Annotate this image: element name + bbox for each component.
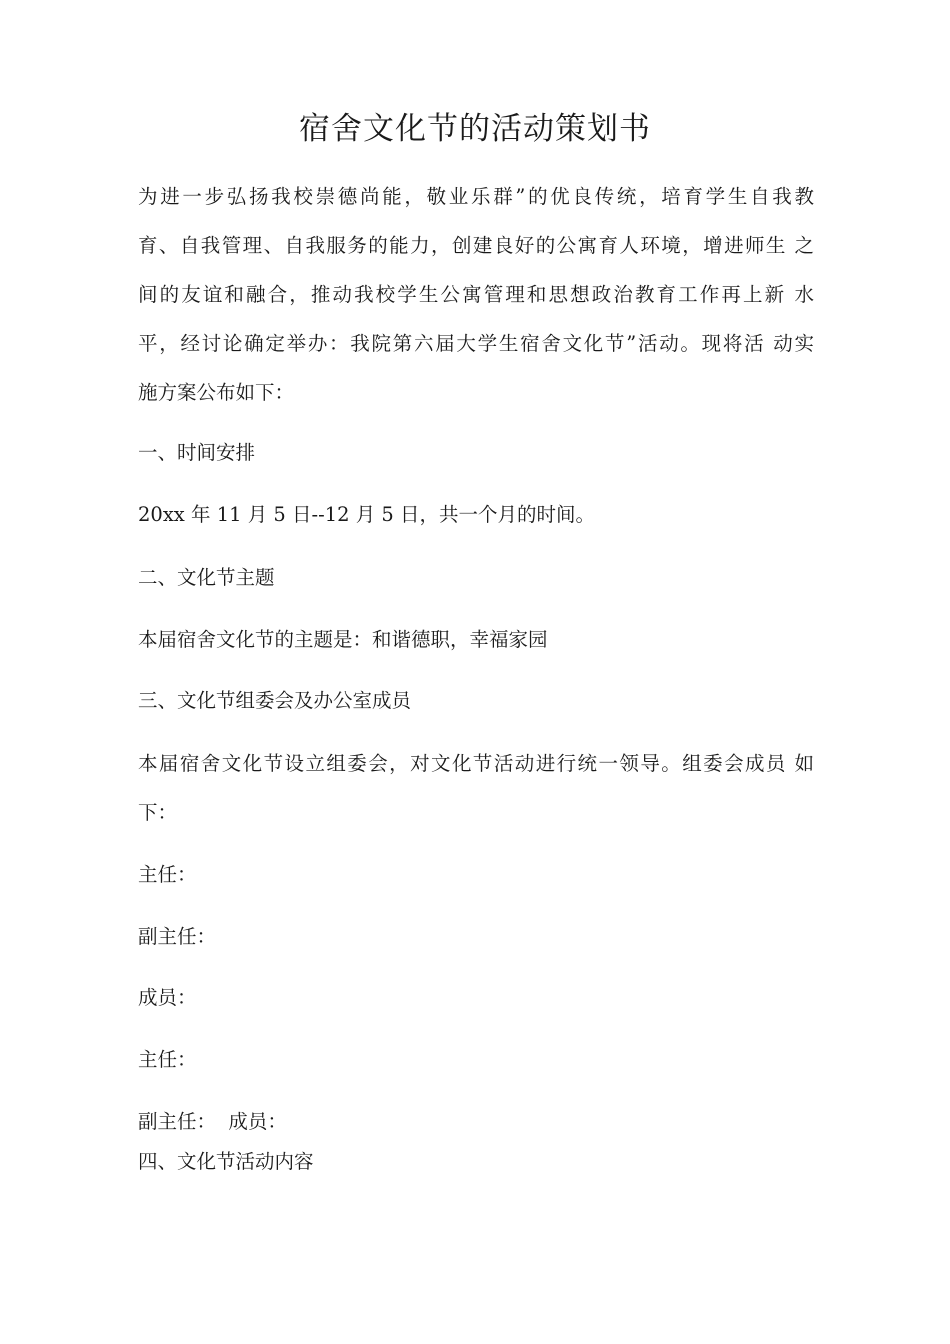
intro-line: 施方案公布如下： (138, 381, 295, 404)
committee-text-line: 下： (138, 801, 178, 824)
theme-text: 本届宿舍文化节的主题是：和谐德职，幸福家园 (138, 628, 548, 651)
committee-director: 主任： (138, 863, 197, 886)
committee-members: 成员： (138, 986, 197, 1009)
intro-line: 平，经讨论确定举办：我院第六届大学生宿舍文化节”活动。现将活 动实 (138, 332, 814, 355)
schedule-text: 20xx 年 11 月 5 日--12 月 5 日，共一个月的时间。 (138, 503, 596, 526)
document-title: 宿舍文化节的活动策划书 (299, 111, 651, 147)
office-deputy-and-members: 副主任： 成员： (138, 1110, 287, 1133)
section-heading-committee: 三、文化节组委会及办公室成员 (138, 689, 412, 712)
intro-line: 为进一步弘扬我校崇德尚能，敬业乐群”的优良传统，培育学生自我教 (138, 185, 814, 208)
intro-line: 间的友谊和融合，推动我校学生公寓管理和思想政治教育工作再上新 水 (138, 283, 814, 306)
intro-line: 育、自我管理、自我服务的能力，创建良好的公寓育人环境，增进师生 之 (138, 234, 814, 257)
intro-paragraph (138, 172, 814, 417)
committee-deputy-director: 副主任： (138, 925, 217, 948)
section-heading-theme: 二、文化节主题 (138, 566, 275, 589)
section-heading-activities: 四、文化节活动内容 (138, 1150, 314, 1173)
office-director: 主任： (138, 1048, 197, 1071)
committee-text-line: 本届宿舍文化节设立组委会，对文化节活动进行统一领导。组委会成员 如 (138, 752, 814, 775)
section-heading-schedule: 一、时间安排 (138, 441, 256, 464)
